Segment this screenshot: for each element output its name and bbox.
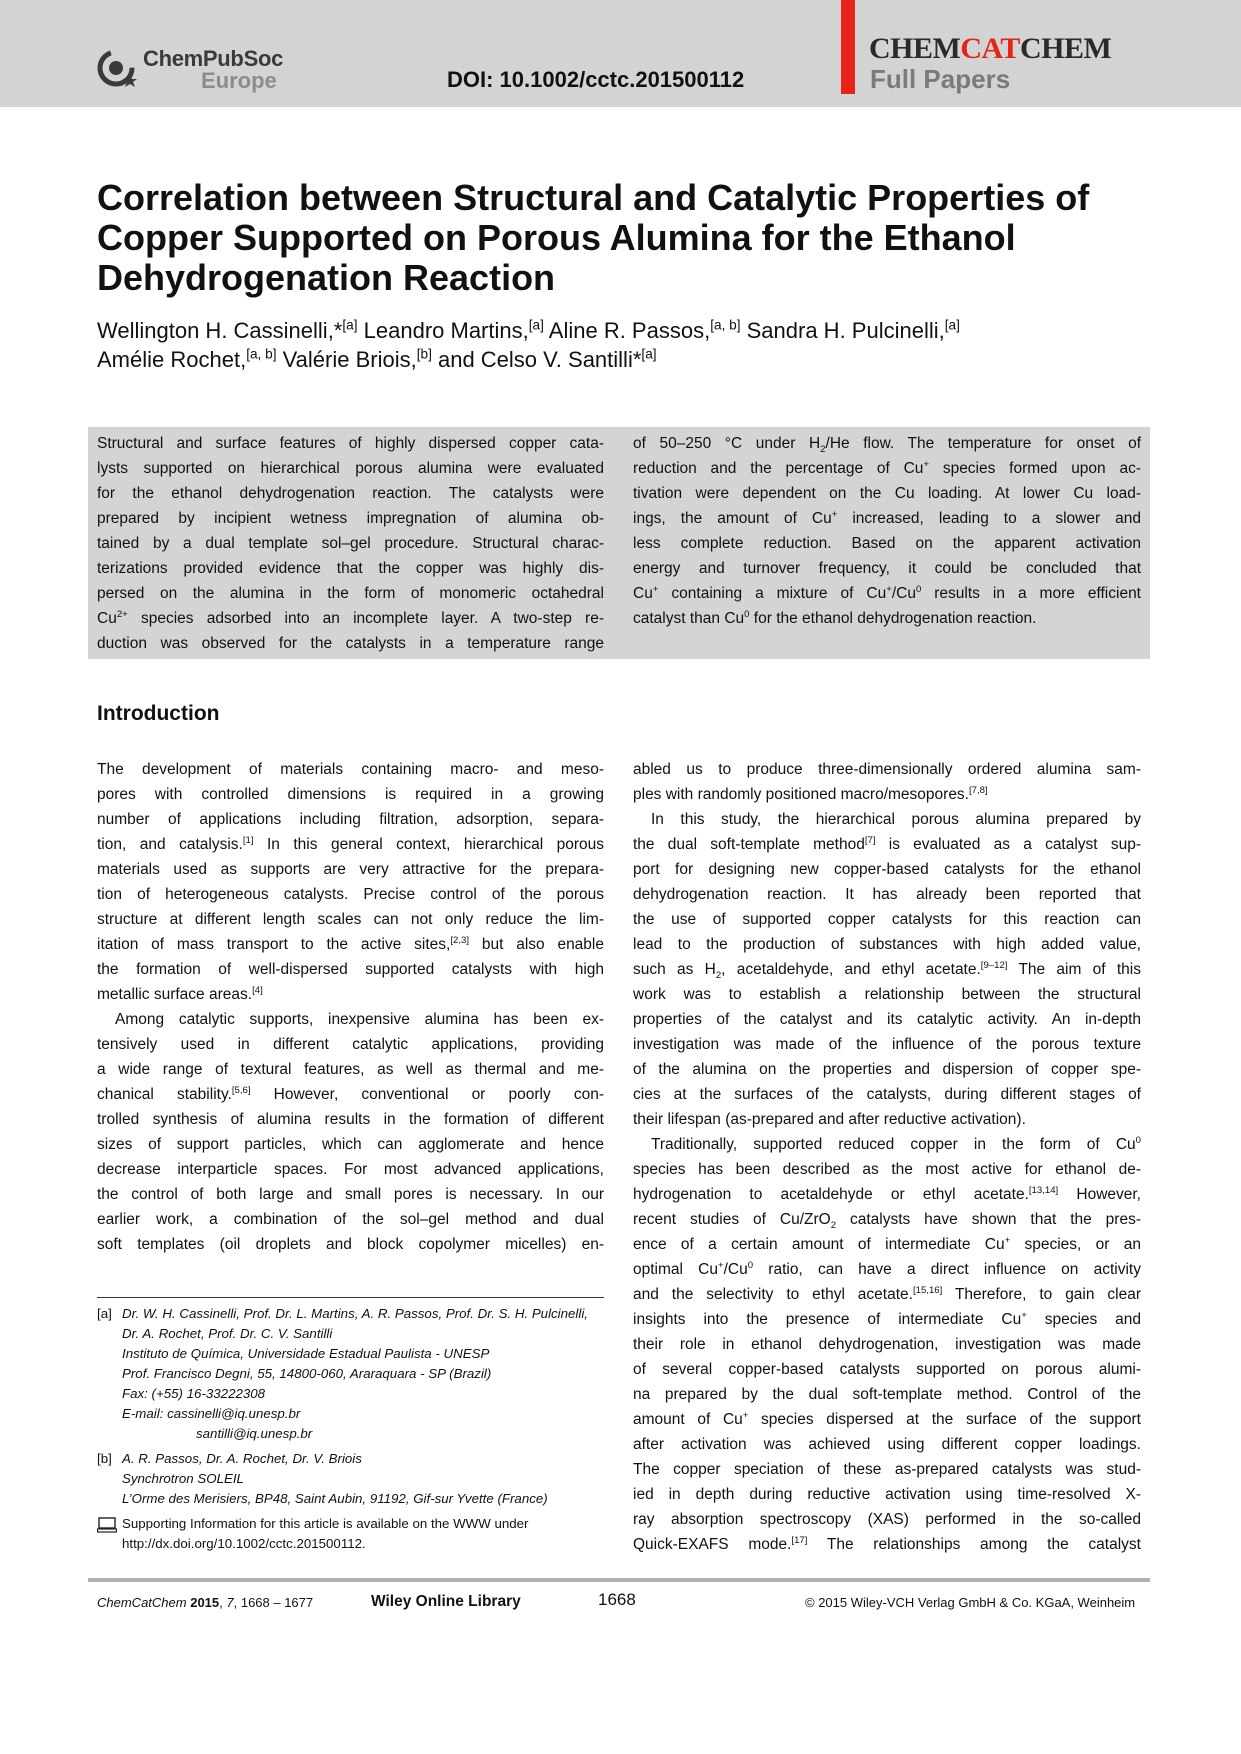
text-line: persed on the alumina in the form of monomeric octahedral [97,585,604,602]
text-line: tensively used in different catalytic applications, providing [97,1036,604,1053]
footnote-line: Fax: (+55) 16-33222308 [122,1386,266,1401]
text-line: tained by a dual template sol–gel procedure. Structural charac- [97,535,604,552]
journal-title-part1: CHEM [869,32,961,65]
text-line: cies at the surfaces of the catalysts, during different stages of [633,1086,1141,1103]
footer-citation: ChemCatChem 2015, 7, 1668 – 1677 [97,1595,314,1610]
text-line: ples with randomly positioned macro/mesopores.[7,8] [633,784,988,803]
authors-line: Wellington H. Cassinelli,*[a] Leandro Martins,[a] Aline R. Passos,[a, b] Sandra H. Pulcinelli,[a] [97,317,960,343]
footnote-a [97,1304,604,1444]
abstract-right-column [633,431,1141,631]
footnote-tag: [b] [97,1451,112,1466]
text-line: lead to the production of substances with high added value, [633,936,1141,953]
text-line: metallic surface areas.[4] [97,984,263,1003]
journal-title[interactable] [869,32,1111,66]
text-line: a wide range of textural features, as well as thermal and me- [97,1061,604,1078]
footnote-line: Prof. Francisco Degni, 55, 14800-060, Araraquara - SP (Brazil) [122,1366,492,1381]
supporting-info-text: Supporting Information for this article is available on the WWW under [122,1516,529,1531]
affiliation-footnotes [97,1304,604,1554]
footnote-line: Dr. A. Rochet, Prof. Dr. C. V. Santilli [122,1326,333,1341]
text-line: the dual soft-template method[7] is evaluated as a catalyst sup- [633,834,1141,853]
logo-region: Europe [201,68,277,93]
text-line: lysts supported on hierarchical porous alumina were evaluated [97,460,604,477]
text-line: earlier work, a combination of the sol–gel method and dual [97,1211,604,1228]
footer-copyright: © 2015 Wiley-VCH Verlag GmbH & Co. KGaA, Weinheim [805,1595,1136,1610]
abstract-left-column [97,431,604,656]
text-line: structure at different length scales can not only reduce the lim- [97,911,604,928]
body-right-column [633,757,1141,1557]
text-line: their role in ethanol dehydrogenation, investigation was made [633,1336,1141,1353]
text-line: species has been described as the most active for ethanol de- [633,1161,1141,1178]
authors-line: Amélie Rochet,[a, b] Valérie Briois,[b] and Celso V. Santilli*[a] [97,346,657,372]
text-line: Among catalytic supports, inexpensive alumina has been ex- [115,1011,604,1028]
supporting-info-link[interactable]: http://dx.doi.org/10.1002/cctc.201500112. [122,1536,366,1551]
journal-accent-bar [841,0,855,94]
supporting-information-note [97,1514,604,1554]
text-line: pores with controlled dimensions is required in a growing [97,786,604,803]
text-line: abled us to produce three-dimensionally ordered alumina sam- [633,761,1141,778]
footnote-b [97,1449,604,1509]
text-line: Structural and surface features of highly dispersed copper cata- [97,435,604,452]
computer-icon [97,1517,117,1533]
title-line: Copper Supported on Porous Alumina for the Ethanol [97,217,1016,258]
text-line: of several copper-based catalysts supported on porous alumi- [633,1361,1141,1378]
text-line: sizes of support particles, which can agglomerate and hence [97,1136,604,1153]
page-number: 1668 [598,1590,636,1609]
text-line: itation of mass transport to the active sites,[2,3] but also enable [97,934,604,953]
text-line: decrease interparticle spaces. For most advanced applications, [97,1161,604,1178]
text-line: less complete reduction. Based on the apparent activation [633,535,1141,552]
body-left-column [97,757,604,1257]
journal-title-part2: CAT [960,32,1020,65]
section-heading: Introduction [97,702,220,725]
text-line: tivation were dependent on the Cu loading. At lower Cu load- [633,485,1141,502]
text-line: number of applications including filtration, adsorption, separa- [97,811,604,828]
footnote-email[interactable]: santilli@iq.unesp.br [196,1426,313,1441]
text-line: amount of Cu+ species dispersed at the surface of the support [633,1409,1141,1428]
text-line: Quick-EXAFS mode.[17] The relationships among the catalyst [633,1534,1141,1553]
author-list [97,316,1157,374]
footer-rule [88,1578,1150,1582]
text-line: terizations provided evidence that the copper was highly dis- [97,560,604,577]
text-line: prepared by incipient wetness impregnation of alumina ob- [97,510,604,527]
text-line: the control of both large and small pores is necessary. In our [97,1186,604,1203]
text-line: for the ethanol dehydrogenation reaction. The catalysts were [97,485,604,502]
text-line: work was to establish a relationship between the structural [633,986,1141,1003]
journal-title-part3: CHEM [1019,32,1112,65]
footnote-line: L’Orme des Merisiers, BP48, Saint Aubin, 91192, Gif-sur Yvette (France) [122,1491,548,1506]
text-line: The development of materials containing macro- and meso- [97,761,604,778]
footnote-line: Synchrotron SOLEIL [122,1471,244,1486]
text-line: energy and turnover frequency, it could be concluded that [633,560,1141,577]
text-line: their lifespan (as-prepared and after reductive activation). [633,1111,1026,1128]
text-line: soft templates (oil droplets and block copolymer micelles) en- [97,1236,604,1253]
text-line: tion of heterogeneous catalysts. Precise control of the porous [97,886,604,903]
title-line: Correlation between Structural and Catalytic Properties of [97,177,1090,218]
text-line: optimal Cu+/Cu$^0$ ratio, can have a direct influence on activity [633,1259,1141,1278]
text-line: The copper speciation of these as-prepared catalysts was stud- [633,1461,1141,1478]
text-line: port for designing new copper-based catalysts for the ethanol [633,861,1141,878]
text-line: ence of a certain amount of intermediate Cu+ species, or an [633,1234,1141,1253]
text-line: dehydrogenation reaction. It has already been reported that [633,886,1141,903]
text-line: Traditionally, supported reduced copper in the form of Cu$^0$ [651,1134,1141,1153]
text-line: reduction and the percentage of Cu+ species formed upon ac- [633,458,1141,477]
text-line: chanical stability.[5,6] However, conventional or poorly con- [97,1084,604,1103]
text-line: hydrogenation to acetaldehyde or ethyl acetate.[13,14] However, [633,1184,1141,1203]
text-line: recent studies of Cu/ZrO$_2$ catalysts have shown that the pres- [633,1211,1141,1232]
text-line: the formation of well-dispersed supported catalysts with high [97,961,604,978]
text-line: In this study, the hierarchical porous alumina prepared by [651,811,1141,828]
text-line: $Cu^{2+}$ species adsorbed into an incomplete layer. A two-step re- [97,608,604,627]
text-line: of 50–250 °C under $H_2/He$ flow. The temperature for onset of [633,435,1142,456]
logo-name: ChemPubSoc [143,46,284,71]
chempubsoc-logo-icon [97,47,139,89]
text-line: of the alumina on the properties and dispersion of copper spe- [633,1061,1141,1078]
text-line: after activation was achieved using different copper loadings. [633,1436,1141,1453]
footnote-email[interactable]: E-mail: cassinelli@iq.unesp.br [122,1406,301,1421]
footnote-line: Instituto de Química, Universidade Estadual Paulista - UNESP [122,1346,490,1361]
wiley-online-library-link[interactable]: Wiley Online Library [371,1593,521,1610]
text-line: ray absorption spectroscopy (XAS) performed in the so-called [633,1511,1141,1528]
title-line: Dehydrogenation Reaction [97,257,556,298]
text-line: na prepared by the dual soft-template method. Control of the [633,1386,1141,1403]
text-line: trolled synthesis of alumina results in the formation of different [97,1111,604,1128]
article-doi[interactable]: DOI: 10.1002/cctc.201500112 [447,67,745,92]
text-line: such as $H_2$, acetaldehyde, and ethyl acetate.[9–12] The aim of this [633,959,1141,982]
publisher-logo[interactable] [97,44,287,94]
footnote-tag: [a] [97,1306,112,1321]
section-type: Full Papers [870,64,1011,94]
text-line: investigation was made of the influence of the porous texture [633,1036,1141,1053]
footnote-line: Dr. W. H. Cassinelli, Prof. Dr. L. Martins, A. R. Passos, Prof. Dr. S. H. Pulcinelli, [122,1306,588,1321]
text-line: the use of supported copper catalysts for this reaction can [633,911,1141,928]
text-line: catalyst than Cu$^0$ for the ethanol dehydrogenation reaction. [633,608,1037,627]
text-line: Cu+ containing a mixture of Cu+/Cu$^0$ results in a more efficient [633,583,1141,602]
article-title [97,178,1157,298]
text-line: properties of the catalyst and its catalytic activity. An in-depth [633,1011,1141,1028]
text-line: and the selectivity to ethyl acetate.[15,16] Therefore, to gain clear [633,1284,1142,1303]
text-line: tion, and catalysis.[1] In this general context, hierarchical porous [97,834,604,853]
footnote-line: A. R. Passos, Dr. A. Rochet, Dr. V. Briois [122,1451,362,1466]
footnote-divider [97,1297,604,1298]
text-line: duction was observed for the catalysts in a temperature range [97,635,604,652]
text-line: ings, the amount of Cu+ increased, leading to a slower and [633,508,1141,527]
text-line: materials used as supports are very attractive for the prepara- [97,861,604,878]
text-line: ied in depth during reductive activation using time-resolved X- [633,1486,1141,1503]
text-line: insights into the presence of intermediate Cu+ species and [633,1309,1141,1328]
